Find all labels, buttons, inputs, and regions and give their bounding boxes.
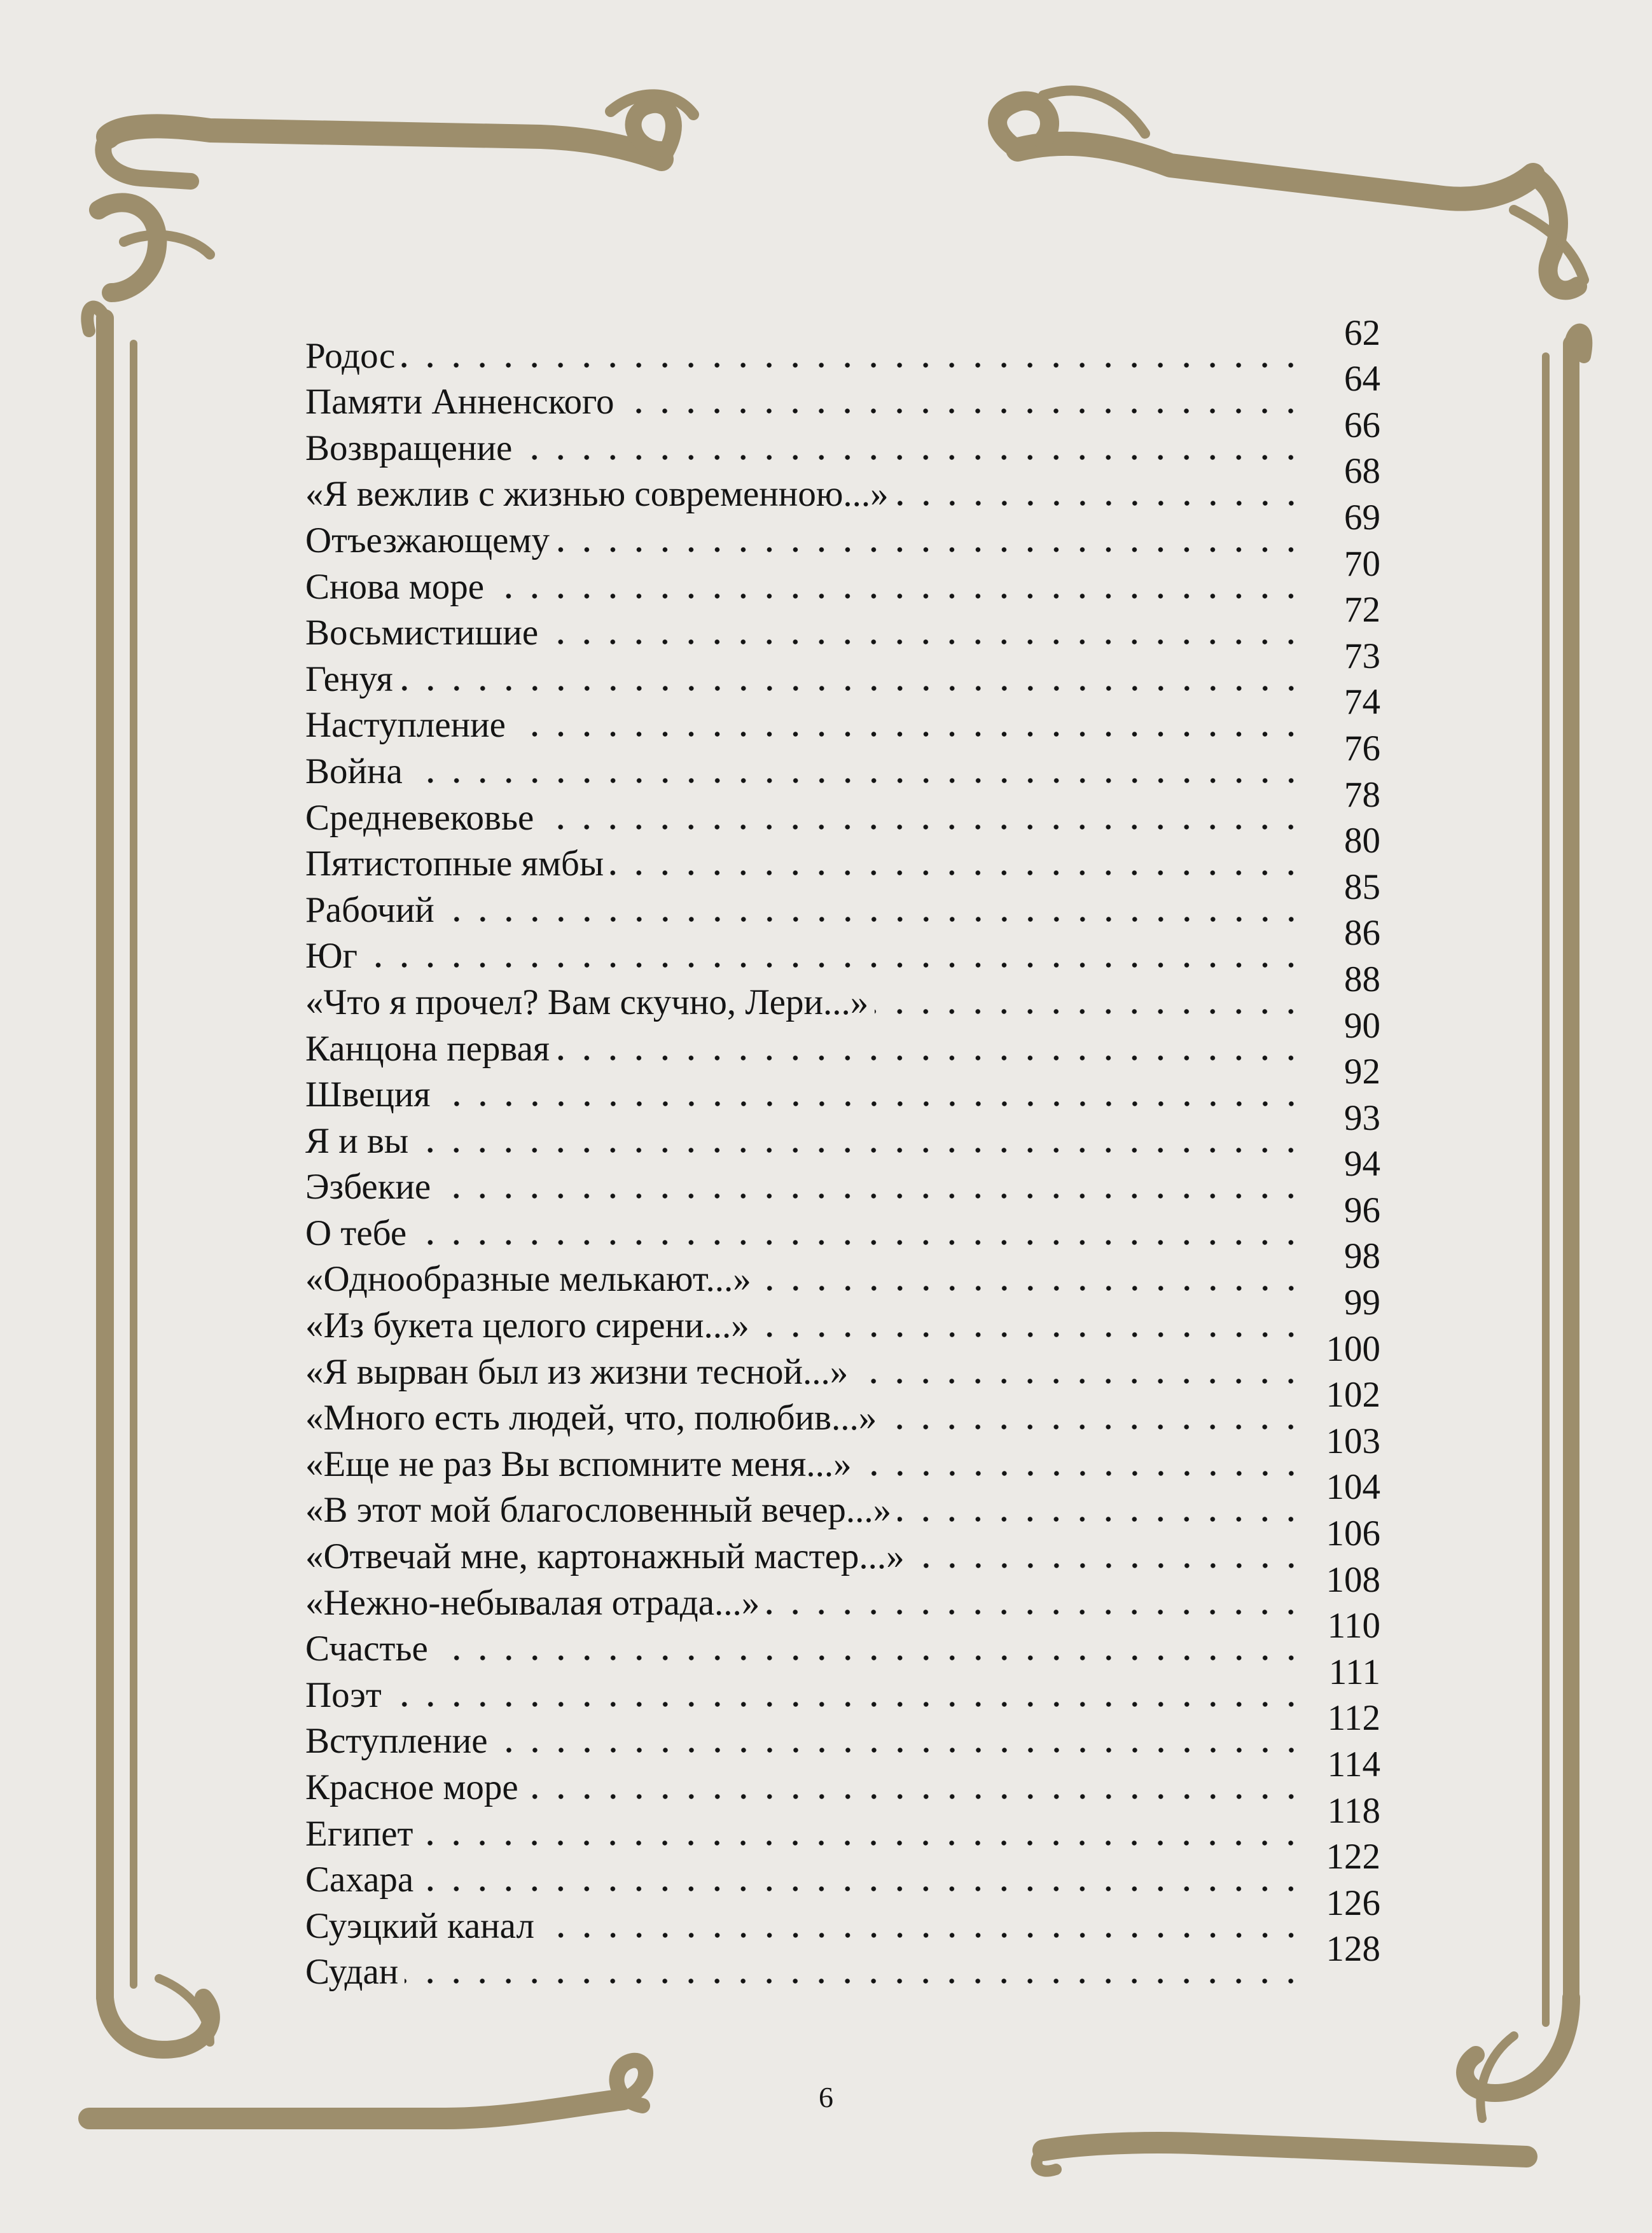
dot-leader bbox=[420, 1859, 1310, 1901]
toc-entry bbox=[305, 1097, 1380, 1162]
toc-entry-page: 86 bbox=[1344, 913, 1380, 954]
toc-entry-page: 128 bbox=[1326, 1929, 1380, 1970]
dot-leader bbox=[545, 612, 1310, 654]
toc-entry-page: 93 bbox=[1344, 1097, 1380, 1138]
toc-entry-page: 78 bbox=[1344, 774, 1380, 815]
toc-entry-title: Судан bbox=[305, 1951, 405, 1993]
toc-entry bbox=[305, 1652, 1380, 1716]
toc-entry-title: Памяти Анненского bbox=[305, 381, 620, 423]
toc-entry-page: 114 bbox=[1327, 1744, 1380, 1784]
toc-entry bbox=[305, 1882, 1380, 1947]
toc-entry bbox=[305, 682, 1380, 747]
toc-entry-page: 64 bbox=[1344, 359, 1380, 400]
toc-entry-page: 74 bbox=[1344, 682, 1380, 723]
toc-entry-title: «В этот мой благословенный вечер...» bbox=[305, 1489, 898, 1531]
toc-entry-page: 70 bbox=[1344, 543, 1380, 584]
dot-leader bbox=[437, 1074, 1310, 1116]
toc-entry-page: 102 bbox=[1326, 1375, 1380, 1416]
toc-entry-page: 110 bbox=[1327, 1606, 1380, 1646]
toc-entry bbox=[305, 1421, 1380, 1485]
toc-entry-title: Эзбекие bbox=[305, 1166, 437, 1208]
toc-entry bbox=[305, 1005, 1380, 1070]
toc-entry-title: Сахара bbox=[305, 1859, 420, 1901]
page-number: 6 bbox=[819, 2081, 833, 2113]
dot-leader bbox=[419, 1813, 1310, 1855]
toc-entry-page: 72 bbox=[1344, 590, 1380, 630]
toc-entry-title: Египет bbox=[305, 1813, 419, 1855]
dot-leader bbox=[441, 889, 1310, 931]
toc-entry-title: «Я вырван был из жизни тесной...» bbox=[305, 1351, 854, 1393]
toc-entry bbox=[305, 1467, 1380, 1532]
toc-entry-page: 73 bbox=[1344, 636, 1380, 676]
dot-leader bbox=[858, 1443, 1310, 1485]
toc-entry-page: 90 bbox=[1344, 1005, 1380, 1046]
toc-entry-title: О тебе bbox=[305, 1213, 413, 1255]
toc-entry-title: «Много есть людей, что, полюбив...» bbox=[305, 1397, 883, 1439]
toc-entry-title: Генуя bbox=[305, 658, 399, 700]
dot-leader bbox=[895, 473, 1310, 515]
toc-entry-page: 69 bbox=[1344, 497, 1380, 538]
toc-entry bbox=[305, 1513, 1380, 1578]
dot-leader bbox=[610, 843, 1310, 885]
toc-entry-title: Рабочий bbox=[305, 889, 441, 931]
toc-entry bbox=[305, 1144, 1380, 1209]
toc-entry bbox=[305, 636, 1380, 700]
dot-leader bbox=[525, 1767, 1310, 1809]
toc-entry bbox=[305, 497, 1380, 562]
toc-entry-page: 85 bbox=[1344, 866, 1380, 907]
toc-entry bbox=[305, 1559, 1380, 1624]
dot-leader bbox=[364, 935, 1310, 977]
toc-entry-title: «Отвечай мне, картонажный мастер...» bbox=[305, 1536, 911, 1578]
toc-entry-page: 92 bbox=[1344, 1052, 1380, 1092]
dot-leader bbox=[875, 982, 1310, 1024]
toc-entry-page: 104 bbox=[1326, 1467, 1380, 1508]
toc-entry-page: 108 bbox=[1326, 1559, 1380, 1600]
dot-leader bbox=[756, 1305, 1310, 1347]
toc-entry-title: «Что я прочел? Вам скучно, Лери...» bbox=[305, 982, 875, 1024]
toc-entry bbox=[305, 1236, 1380, 1301]
toc-entry-title: Красное море bbox=[305, 1767, 525, 1809]
dot-leader bbox=[490, 566, 1310, 608]
toc-entry-page: 80 bbox=[1344, 821, 1380, 861]
toc-entry bbox=[305, 359, 1380, 424]
toc-entry-title: Счастье bbox=[305, 1628, 434, 1670]
toc-entry bbox=[305, 959, 1380, 1024]
toc-entry-page: 122 bbox=[1326, 1837, 1380, 1877]
dot-leader bbox=[409, 751, 1310, 793]
toc-entry-title: Средневековье bbox=[305, 797, 540, 839]
toc-entry-page: 118 bbox=[1327, 1790, 1380, 1831]
toc-entry-title: Возвращение bbox=[305, 428, 518, 470]
toc-entry-title: Война bbox=[305, 751, 409, 793]
toc-entry-title: «Однообразные мелькают...» bbox=[305, 1258, 758, 1300]
toc-entry bbox=[305, 1052, 1380, 1116]
dot-leader bbox=[415, 1120, 1310, 1162]
toc-entry bbox=[305, 405, 1380, 470]
dot-leader bbox=[766, 1582, 1310, 1624]
toc-entry-title: «Еще не раз Вы вспомните меня...» bbox=[305, 1443, 858, 1485]
dot-leader bbox=[758, 1258, 1310, 1300]
toc-entry-page: 99 bbox=[1344, 1283, 1380, 1323]
toc-entry bbox=[305, 1790, 1380, 1855]
toc-entry-title: «Я вежлив с жизнью современною...» bbox=[305, 473, 895, 515]
toc-entry bbox=[305, 312, 1380, 377]
toc-entry bbox=[305, 1837, 1380, 1902]
dot-leader bbox=[405, 1951, 1310, 1993]
toc-entry-page: 62 bbox=[1344, 312, 1380, 353]
dot-leader bbox=[556, 1028, 1310, 1070]
toc-entry-page: 100 bbox=[1326, 1328, 1380, 1369]
toc-entry bbox=[305, 1698, 1380, 1763]
dot-leader bbox=[388, 1674, 1310, 1716]
toc-entry-title: Вступление bbox=[305, 1720, 494, 1762]
toc-entry-page: 94 bbox=[1344, 1144, 1380, 1185]
toc-entry bbox=[305, 1190, 1380, 1255]
dot-leader bbox=[413, 1213, 1310, 1255]
dot-leader bbox=[512, 704, 1310, 746]
toc-entry-title: Снова море bbox=[305, 566, 490, 608]
toc-entry bbox=[305, 1606, 1380, 1671]
toc-entry-title: Наступление bbox=[305, 704, 512, 746]
toc-entry-title: Восьмистишие bbox=[305, 612, 545, 654]
toc-entry-title: Поэт bbox=[305, 1674, 388, 1716]
toc-entry bbox=[305, 1375, 1380, 1440]
toc-entry bbox=[305, 1328, 1380, 1393]
toc-entry bbox=[305, 728, 1380, 793]
toc-entry bbox=[305, 1744, 1380, 1809]
toc-entry bbox=[305, 774, 1380, 839]
toc-entry-title: «Нежно-небывалая отрада...» bbox=[305, 1582, 766, 1624]
dot-leader bbox=[854, 1351, 1310, 1393]
toc-entry-title: Канцона первая bbox=[305, 1028, 556, 1070]
toc-entry-page: 66 bbox=[1344, 405, 1380, 445]
dot-leader bbox=[437, 1166, 1310, 1208]
dot-leader bbox=[399, 658, 1310, 700]
toc-entry-page: 76 bbox=[1344, 728, 1380, 769]
dot-leader bbox=[494, 1720, 1310, 1762]
toc-entry-page: 106 bbox=[1326, 1513, 1380, 1554]
dot-leader bbox=[911, 1536, 1310, 1578]
toc-entry bbox=[305, 913, 1380, 978]
dot-leader bbox=[540, 797, 1310, 839]
toc-entry-title: Юг bbox=[305, 935, 364, 977]
toc-entry-title: Отъезжающему bbox=[305, 520, 556, 562]
dot-leader bbox=[898, 1489, 1310, 1531]
toc-entry-title: Родос bbox=[305, 335, 401, 377]
toc-entry-page: 68 bbox=[1344, 451, 1380, 492]
dot-leader bbox=[541, 1905, 1310, 1947]
toc-entry-title: «Из букета целого сирени...» bbox=[305, 1305, 756, 1347]
toc-entry-page: 88 bbox=[1344, 959, 1380, 999]
table-of-contents bbox=[305, 312, 1380, 1993]
toc-entry-page: 111 bbox=[1328, 1652, 1380, 1692]
toc-entry-page: 98 bbox=[1344, 1236, 1380, 1277]
toc-entry bbox=[305, 451, 1380, 516]
toc-entry bbox=[305, 1929, 1380, 1994]
toc-entry-title: Швеция bbox=[305, 1074, 437, 1116]
toc-entry-page: 96 bbox=[1344, 1190, 1380, 1230]
toc-entry-title: Суэцкий канал bbox=[305, 1905, 541, 1947]
toc-entry bbox=[305, 866, 1380, 931]
dot-leader bbox=[434, 1628, 1310, 1670]
toc-entry-page: 103 bbox=[1326, 1421, 1380, 1461]
dot-leader bbox=[518, 428, 1310, 470]
dot-leader bbox=[883, 1397, 1310, 1439]
dot-leader bbox=[401, 335, 1310, 377]
toc-entry-title: Пятистопные ямбы bbox=[305, 843, 610, 885]
dot-leader bbox=[556, 520, 1310, 562]
toc-entry-title: Я и вы bbox=[305, 1120, 415, 1162]
toc-entry bbox=[305, 543, 1380, 608]
toc-entry-page: 112 bbox=[1327, 1698, 1380, 1739]
toc-entry bbox=[305, 1283, 1380, 1347]
dot-leader bbox=[620, 381, 1310, 423]
toc-entry-page: 126 bbox=[1326, 1882, 1380, 1923]
toc-entry bbox=[305, 590, 1380, 655]
toc-entry bbox=[305, 821, 1380, 886]
